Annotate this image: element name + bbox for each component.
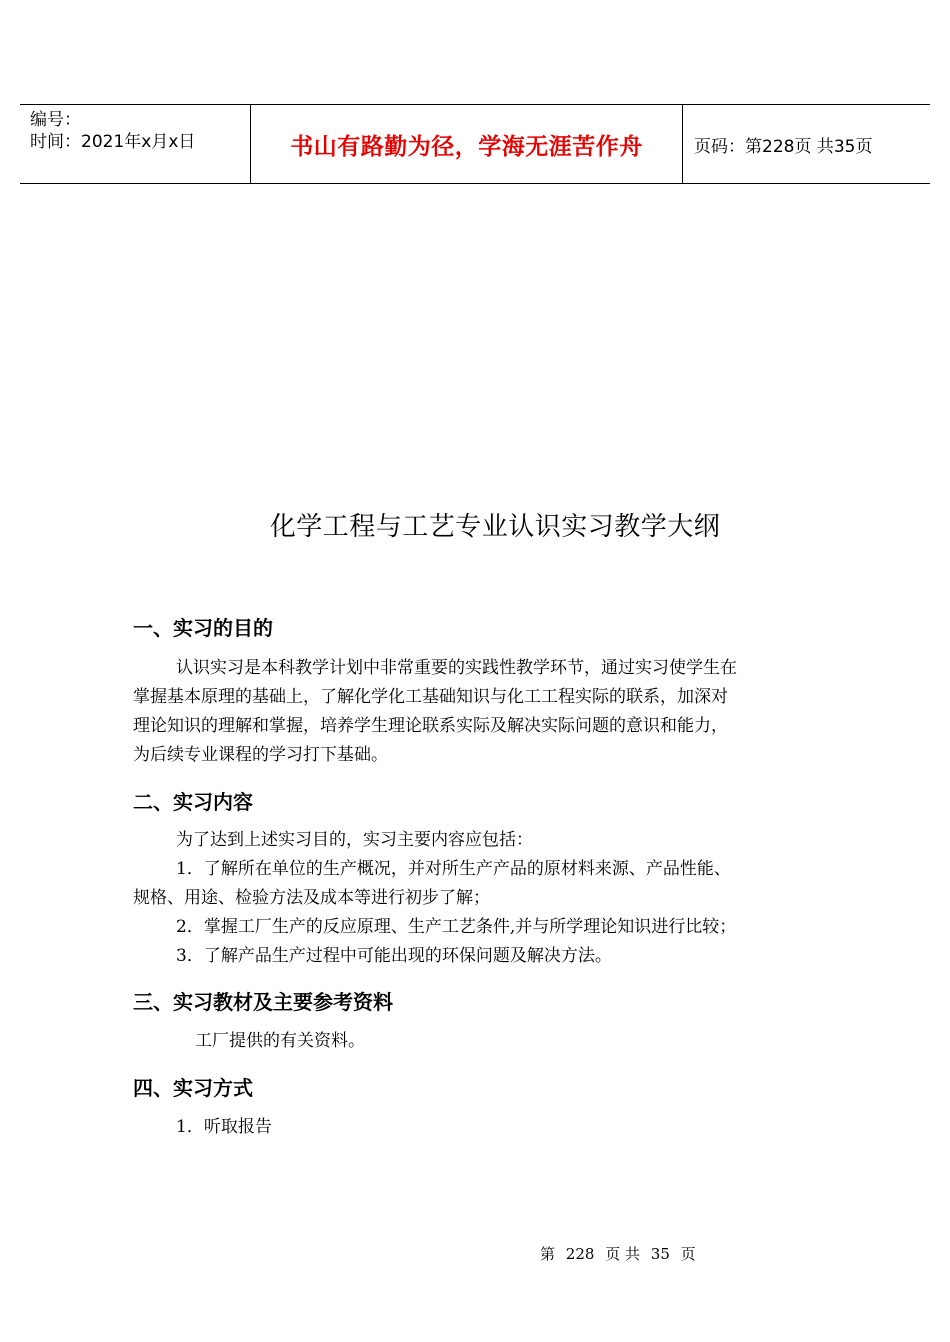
paragraph-line: 工厂提供的有关资料。 [195, 1031, 365, 1051]
footer-prefix: 第 [540, 1245, 556, 1263]
section-heading-method: 四、实习方式 [133, 1076, 253, 1100]
paragraph-line: 为了达到上述实习目的，实习主要内容应包括： [176, 830, 533, 850]
paragraph-line: 掌握基本原理的基础上，了解化学化工基础知识与化工工程实际的联系，加深对 [133, 687, 728, 707]
footer-total-pages: 35 [650, 1245, 670, 1263]
footer-current-page: 228 [565, 1245, 595, 1263]
paragraph-line: 为后续专业课程的学习打下基础。 [133, 745, 388, 765]
section-body-materials [195, 1027, 885, 1056]
page-footer [540, 1243, 702, 1264]
motto-text: 书山有路勤为径，学海无涯苦作舟 [290, 133, 643, 160]
motto-cell [251, 105, 683, 183]
section-body-method [133, 1113, 823, 1142]
page-info-text: 页码：第228页 共35页 [694, 136, 873, 157]
list-item: 3．了解产品生产过程中可能出现的环保问题及解决方法。 [176, 946, 612, 966]
list-item: 2．掌握工厂生产的反应原理、生产工艺条件,并与所学理论知识进行比较； [176, 917, 737, 937]
page-info-cell [683, 105, 930, 183]
paragraph-line: 认识实习是本科教学计划中非常重要的实践性教学环节，通过实习使学生在 [176, 658, 737, 678]
serial-label: 编号： [30, 110, 81, 130]
time-label: 时间：2021年x月x日 [30, 132, 196, 152]
section-body-content [133, 826, 823, 971]
list-item: 1．听取报告 [176, 1117, 272, 1137]
section-heading-purpose: 一、实习的目的 [133, 616, 273, 640]
footer-suffix: 页 [680, 1245, 696, 1263]
header-table [20, 104, 930, 184]
section-body-purpose [133, 654, 823, 770]
list-item: 1．了解所在单位的生产概况，并对所生产产品的原材料来源、产品性能、 [176, 859, 731, 879]
document-title: 化学工程与工艺专业认识实习教学大纲 [269, 512, 721, 542]
section-heading-content: 二、实习内容 [133, 790, 253, 814]
header-meta-cell [20, 105, 251, 183]
paragraph-line: 理论知识的理解和掌握，培养学生理论联系实际及解决实际问题的意识和能力， [133, 716, 728, 736]
list-item-continuation: 规格、用途、检验方法及成本等进行初步了解； [133, 888, 490, 908]
footer-mid: 页 共 [605, 1245, 640, 1263]
section-heading-materials: 三、实习教材及主要参考资料 [133, 990, 393, 1014]
